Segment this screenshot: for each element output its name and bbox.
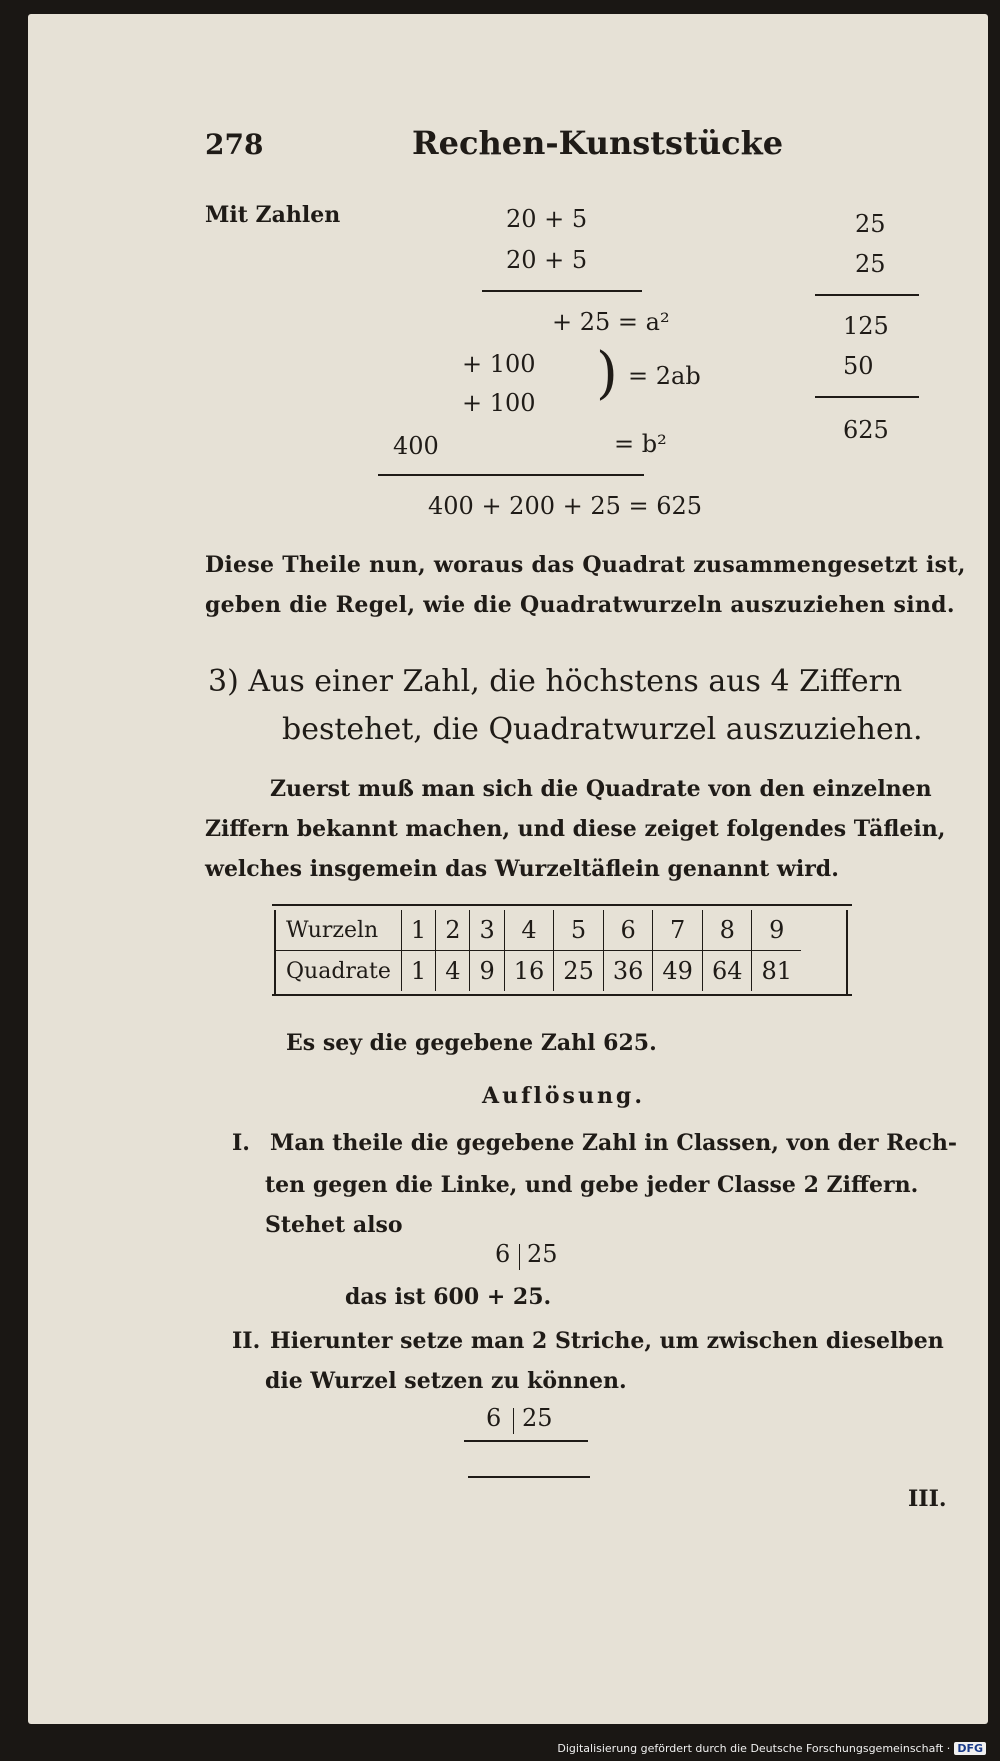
calc-right-r4: 50 xyxy=(843,352,874,380)
table-cell: 16 xyxy=(504,951,554,992)
dfg-logo: DFG xyxy=(954,1742,986,1755)
credit-text: Digitalisierung gefördert durch die Deutsche Forschungsgemeinschaft · xyxy=(557,1742,951,1755)
step2-line2: die Wurzel setzen zu können. xyxy=(265,1368,627,1394)
step1-split-left: 6 xyxy=(495,1240,511,1268)
step2-split-bar xyxy=(513,1408,514,1434)
para2-line1: Zuerst muß man sich die Quadrate von den einzelnen xyxy=(270,776,932,802)
para2-line3: welches insgemein das Wurzeltäflein genannt wird. xyxy=(205,856,839,882)
table-cell: 1 xyxy=(401,910,435,951)
calc-row5a: 400 xyxy=(393,432,439,460)
calc-bracket: ) xyxy=(596,341,618,406)
calc-right-r5: 625 xyxy=(843,416,889,444)
table-cell: Quadrate xyxy=(286,958,391,984)
calc-right-rule-2 xyxy=(815,396,919,398)
calc-right-r3: 125 xyxy=(843,312,889,340)
step1-line2: ten gegen die Linke, und gebe jeder Classe 2 Ziffern. xyxy=(265,1172,919,1198)
calc-row4a: + 100 xyxy=(462,350,536,378)
table-cell: 6 xyxy=(603,910,653,951)
table-cell: 64 xyxy=(702,951,752,992)
calc-label: Mit Zahlen xyxy=(205,202,341,228)
step1-split-bar xyxy=(519,1244,520,1270)
para2-line2: Ziffern bekannt machen, und diese zeiget folgendes Täflein, xyxy=(205,816,946,842)
calc-row4-eq: = 2ab xyxy=(628,362,701,390)
calc-row2: 20 + 5 xyxy=(506,246,588,274)
table-cell: 3 xyxy=(470,910,504,951)
calc-rule-2 xyxy=(378,474,644,476)
table-cell: 49 xyxy=(653,951,703,992)
calc-rule-1 xyxy=(482,290,642,292)
table-cell: 36 xyxy=(603,951,653,992)
calc-sum: 400 + 200 + 25 = 625 xyxy=(428,492,703,520)
table-cell: 1 xyxy=(401,951,435,992)
table-cell: 4 xyxy=(504,910,554,951)
calc-right-rule-1 xyxy=(815,294,919,296)
table-cell: 25 xyxy=(554,951,604,992)
step2-split-right: 25 xyxy=(522,1404,553,1432)
page-number: 278 xyxy=(205,128,264,161)
step1-line3: Stehet also xyxy=(265,1212,403,1238)
calc-row1: 20 + 5 xyxy=(506,205,588,233)
step2-number: II. xyxy=(232,1328,261,1354)
catchword: III. xyxy=(908,1486,947,1512)
table-cell: 8 xyxy=(702,910,752,951)
para1-line1: Diese Theile nun, woraus das Quadrat zusammengesetzt ist, xyxy=(205,552,966,578)
step2-split-left: 6 xyxy=(486,1404,502,1432)
given-number: Es sey die gegebene Zahl 625. xyxy=(286,1030,657,1056)
calc-row5-eq: = b² xyxy=(614,430,667,458)
table-cell: 9 xyxy=(752,910,801,951)
table-cell: 81 xyxy=(752,951,801,992)
section-heading-line1: 3) Aus einer Zahl, die höchstens aus 4 Ziffern xyxy=(208,664,903,699)
table-right-rule xyxy=(846,910,848,994)
step1-split-right: 25 xyxy=(527,1240,558,1268)
table-cell: Wurzeln xyxy=(276,910,401,951)
table-row xyxy=(276,910,801,951)
calc-right-r2: 25 xyxy=(855,250,886,278)
table-bottom-rule xyxy=(272,994,852,996)
step2-rule-1 xyxy=(464,1440,588,1442)
table-cell: 7 xyxy=(653,910,703,951)
table-cell: 9 xyxy=(470,951,504,992)
step1-line4: das ist 600 + 25. xyxy=(345,1284,552,1310)
table-cell: 5 xyxy=(554,910,604,951)
table-cell: 4 xyxy=(436,951,470,992)
step2-line1: Hierunter setze man 2 Striche, um zwischen dieselben xyxy=(270,1328,944,1354)
section-heading-line2: bestehet, die Quadratwurzel auszuziehen. xyxy=(282,712,923,747)
digitization-credit xyxy=(557,1742,986,1755)
step1-line1: Man theile die gegebene Zahl in Classen, von der Rech- xyxy=(270,1130,958,1156)
table-top-rule xyxy=(272,904,852,906)
table-cell: 2 xyxy=(436,910,470,951)
calc-row4b: + 100 xyxy=(462,389,536,417)
table-row xyxy=(276,951,801,992)
solution-title: Auflösung. xyxy=(482,1083,645,1109)
root-table xyxy=(276,910,801,991)
calc-right-r1: 25 xyxy=(855,210,886,238)
running-title: Rechen-Kunststücke xyxy=(412,124,784,162)
step2-rule-2 xyxy=(468,1476,590,1478)
para1-line2: geben die Regel, wie die Quadratwurzeln auszuziehen sind. xyxy=(205,592,955,618)
step1-number: I. xyxy=(232,1130,250,1156)
calc-row3: + 25 = a² xyxy=(552,308,670,336)
